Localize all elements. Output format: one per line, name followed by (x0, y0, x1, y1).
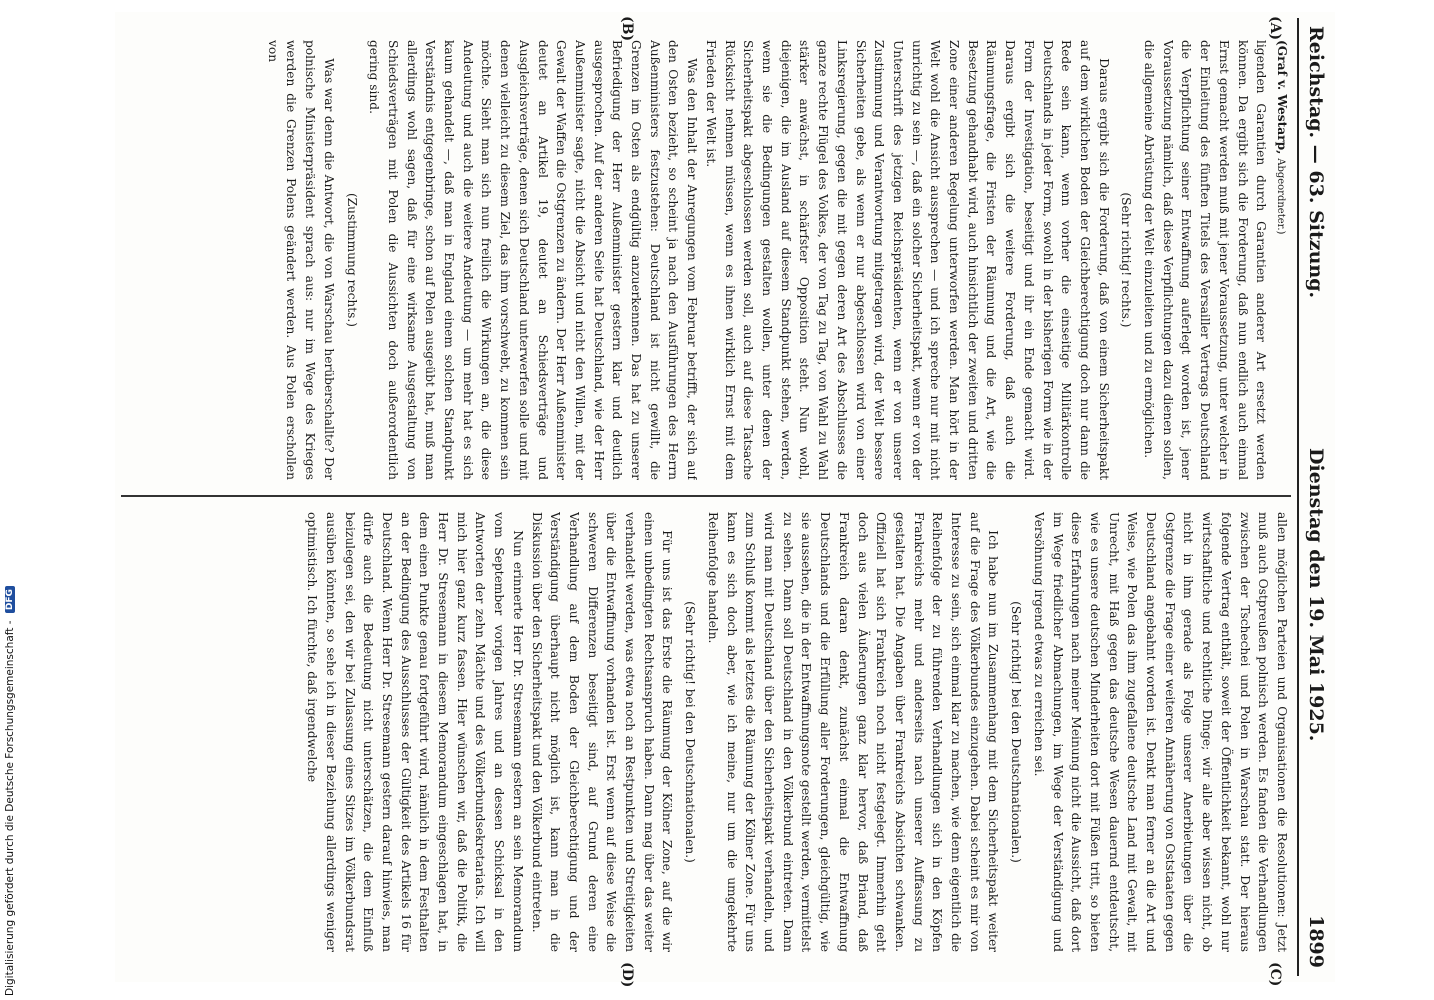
column-divider (121, 495, 1291, 497)
margin-mark-b: (B) (619, 16, 635, 42)
interjection: (Sehr richtig! bei den Deutschnationalen.) (683, 601, 698, 863)
interjection: (Sehr richtig! bei den Deutschnationalen.) (1009, 601, 1024, 863)
page-header (1299, 18, 1329, 976)
paragraph: Daraus ergibt sich die Forderung, daß von einem Sicherheitspakt auf dem wirklichen Boden der Gleichberechtigung doch nur dann die Rede sein kann, wenn vorher die einseitige Militärkontrolle Deutschlands in jeder Form, sowohl in der bisherigen Form wie in der Form der Investigation, beseitigt und ihr ein Ende gemacht wird. Daraus ergibt sich die weitere Forderung, daß auch die Räumungsfrage, die Fristen der Räumung und die Art, wie die Besetzung gehandhabt wird, auch hinsichtlich der zweiten und dritten Zone einer anderen Regelung unterworfen werden. Man hört in der Welt wohl die Ansicht aussprechen — und ich spreche nur mit nicht unrichtig zu sein —, daß ein solcher Sicherheitspakt, wenn er von der Unterschrift des jetzigen Reichspräsidenten, wenn er von unserer Zustimmung und Verantwortung mitgetragen wird, der Welt bessere Sicherheiten gebe, als wenn er nur abgeschlossen wird von einer Linksregierung, gegen die mit gegen deren Art des Abschlusses die ganze rechte Flügel des Volkes, der von Tag zu Tag, von Wahl zu Wahl stärker anwächst, in schärfster Opposition steht. Nun wohl, diejenigen, die im Ausland auf diesem Standpunkt stehen, werden, wenn sie die Bedingungen gestalten wollen, unter denen der Sicherheitspakt abgeschlossen werden soll, auch auf diese Tatsache Rücksicht nehmen müssen, wenn es ihnen wirklich Ernst mit dem Frieden der Welt ist. (703, 40, 1111, 480)
speaker-role: Abgeordneter.) (1275, 158, 1286, 235)
header-session: Reichstag. — 63. Sitzung. (1305, 26, 1327, 299)
paragraph: allen möglichen Parteien und Organisationen die Resolutionen: Jetzt muß auch Ostpreußen polnisch werden. Es fanden die Verhandlungen zwischen der Tschechei und Polen in Warschau statt. Der hieraus folgende Vertrag enthält, soweit der Öffentlichkeit bekannt, wohl nur wirtschaftliche und rechtliche Dinge; wir alle aber wissen nicht, ob nicht in ihm gerade als Folge unserer Anerbietungen über die Ostgrenze die Frage einer weiteren Annäherung von Oststaaten gegen Deutschland angebahnt worden ist. Denkt man ferner an die Art und Weise, wie Polen das ihm zugefallene deutsche Land mit Gewalt, mit Unrecht, mit Haß gegen das deutsche Wesen dauernd entdeutscht, wie es unsere deutschen Minderheiten dort mit Füßen tritt, so bieten diese Erfahrungen nach meiner Meinung nicht die Aussicht, daß dort im Wege friedlicher Abmachungen, im Wege der Verständigung und Versöhnung irgend etwas zu erreichen sei. (1031, 512, 1289, 952)
dfg-logo: DFG (5, 586, 15, 613)
interjection: (Zustimmung rechts.) (344, 192, 359, 328)
margin-mark-a: (A) (1267, 16, 1283, 41)
interjection: (Sehr richtig! rechts.) (1119, 192, 1134, 328)
speaker-line (1270, 40, 1291, 480)
digitization-credit (4, 0, 22, 996)
speaker-name: (Graf v. Westarp, (1275, 40, 1289, 155)
header-date: Dienstag den 19. Mai 1925. (1305, 448, 1327, 742)
margin-mark-d: (D) (619, 962, 635, 988)
header-rule (1297, 18, 1299, 976)
left-column (121, 40, 1291, 480)
paragraph: ligenden Garantien durch Garantien anderer Art ersetzt werden können. Da ergibt sich die Forderung, daß nun endlich auch einmal Ernst gemacht werden muß mit jener Voraussetzung, unter welcher in der Einleitung des fünften Titels des Versailler Vertrags Deutschland die Verpflichtung seiner Entwaffnung auferlegt worden ist, jener Voraussetzung nämlich, daß diese Verpflichtungen dazu dienen sollen, die allgemeine Abrüstung der Welt einzuleiten und zu ermöglichen. (1142, 40, 1269, 480)
paragraph: Ich habe nun im Zusammenhang mit dem Sicherheitspakt weiter auf die Frage des Völkerbundes einzugehen. Dabei scheint es mir von Interesse zu sein, sich einmal klar zu machen, wie denn eigentlich die Reihenfolge der zu führenden Verhandlungen sich in den Köpfen Frankreichs mehr und anderseits nach unserer Auffassung zu gestalten hat. Die Angaben über Frankreichs Absichten schwanken. Offiziell hat sich Frankreich noch nicht festgelegt. Immerhin geht doch aus vielen Äußerungen ganz klar hervor, daß Briand, daß Frankreich daran denkt, zunächst einmal die Entwaffnung Deutschlands und die Erfüllung aller Forderungen, gleichgültig, wie sie aussehen, die in der Entwaffnungsnote gestellt werden, vermittelst zu sehen. Dann soll Deutschland in den Völkerbund eintreten. Dann wird man mit Deutschland über den Sicherheitspakt verhandeln, und zum Schluß kommt als letztes die Räumung der Kölner Zone. Für uns kann es sich doch aber, wie ich meine, nur um die umgekehrte Reihenfolge handeln. (705, 512, 1001, 952)
right-column (121, 512, 1291, 952)
scanned-page (115, 12, 1335, 988)
paragraph: Was war denn die Antwort, die von Warschau herüberschallte? Der polnische Ministerpräsident sprach aus: nur im Wege des Krieges werden die Grenzen Polens geändert werden. Aus Polen erschollen von (265, 40, 336, 480)
paragraph: Für uns ist das Erste die Räumung der Kölner Zone, auf die wir einen unbedingten Rechtsanspruch haben. Dann mag über das weiter verhandelt werden, was etwa noch an Restpunkten und Streitigkeiten über die Entwaffnung vorhanden ist. Erst wenn auf diese Weise die schweren Differenzen beseitigt sind, auf Grund deren eine Verhandlung auf dem Boden der Gleichberechtigung und der Verständigung überhaupt nicht möglich ist, kann man in die Diskussion über den Sicherheitspakt und den Völkerbund eintreten. (529, 512, 675, 952)
paragraph: Was den Inhalt der Anregungen vom Februar betrifft, der sich auf den Osten bezieht, so scheint ja nach den Ausführungen des Herrn Außenministers festzustehen: Deutschland ist nicht gewillt, die Grenzen im Osten als endgültig anzuerkennen. Das hat zu unserer Befriedigung der Herr Außenminister gestern klar und deutlich ausgesprochen. Auf der anderen Seite hat Deutschland, wie der Herr Außenminister sagte, nicht die Absicht und nicht den Willen, mit der Gewalt der Waffen die Ostgrenzen zu ändern. Der Herr Außenminister deutet an Artikel 19, deutet an Schiedsverträge und Ausgleichsverträge, denen sich Deutschland unterwerfen solle und mit denen vielleicht zu diesem Ziel, das ihm vorschwebt, zu kommen sein möchte. Sieht man sich nun freilich die Wirkungen an, die diese Andeutung und auch die weitere Andeutung — um mehr hat es sich kaum gehandelt —, daß man in England einem solchen Standpunkt Verständnis entgegenbringe, schon auf Polen ausgeübt hat, muß man allerdings wohl sagen, daß für eine wirksame Ausgestaltung von Schiedsverträgen mit Polen die Aussichten doch außerordentlich gering sind. (367, 40, 700, 480)
margin-mark-c: (C) (1267, 962, 1283, 987)
paragraph: Nun erinnerte Herr Dr. Stresemann gestern an sein Memorandum vom September vorigen Jahres und an dessen Schicksal in den Antworten der zehn Mächte und des Völkerbundsekretariats. Ich will mich hier ganz kurz fassen. Hier wünschen wir, daß die Politik, die Herr Dr. Stresemann in diesem Memorandum eingeschlagen hat, in dem einen Punkte genau fortgeführt wird, nämlich in dem Festhalten an der Bedingung des Ausschlusses der Gültigkeit des Artikels 16 für Deutschland. Wenn Herr Dr. Stresemann gestern darauf hinwies, man dürfe auch die Bedeutung nicht unterschätzen, die dem Einfluß beizulegen sei, den wir bei Zulassung eines Sitzes im Völkerbundsrat ausüben könnten, so sehe ich in dieser Beziehung allerdings weniger optimistisch. Ich fürchte, daß irgendwelche (305, 512, 525, 952)
credit-text: Digitalisierung gefördert durch die Deutsche Forschungsgemeinschaft - (4, 620, 16, 996)
page-number: 1899 (1305, 915, 1327, 968)
